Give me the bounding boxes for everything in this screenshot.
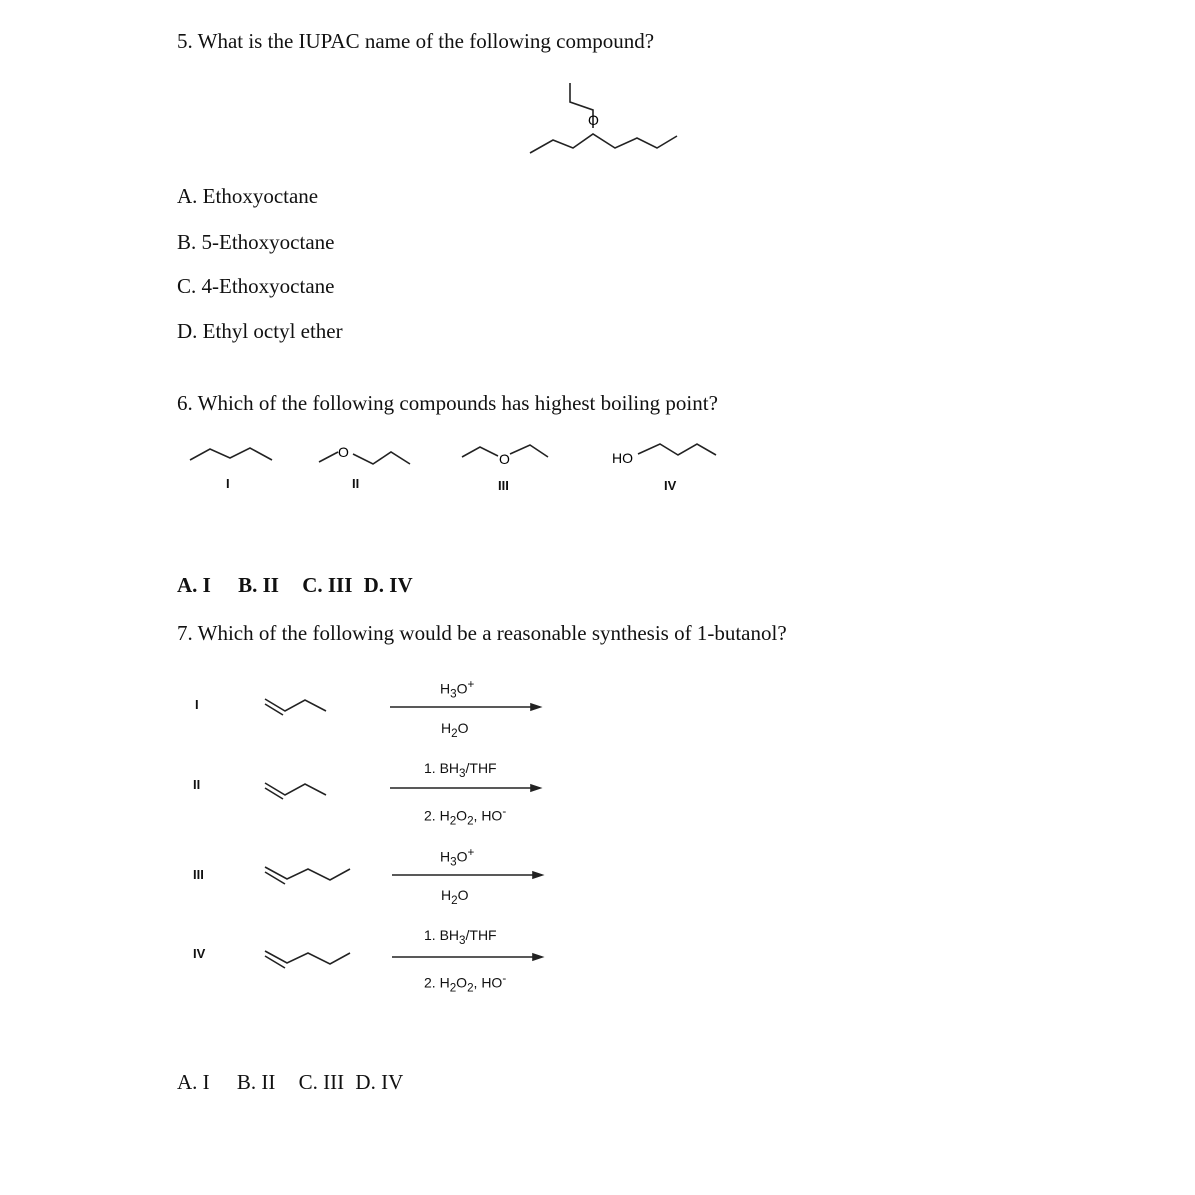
q6-question: 6. Which of the following compounds has highest boiling point? <box>177 391 718 415</box>
q7-answer-b[interactable]: B. II <box>236 1070 276 1094</box>
q6-compound-ii <box>316 440 411 468</box>
q6-answers <box>177 573 413 598</box>
q7-i-reagent-above: $H_3O^+$ <box>440 678 475 701</box>
q6-answer-d[interactable]: D. IV <box>363 573 413 597</box>
q7-iii-substrate <box>262 862 357 888</box>
q7-answers <box>177 1070 403 1095</box>
q7-i-reagent-below: $H_2O$ <box>441 720 469 740</box>
q5-structure <box>525 78 685 160</box>
q7-iii-arrow <box>390 869 545 881</box>
q7-label-iv: IV <box>193 946 206 961</box>
q6-compound-iv <box>612 440 722 468</box>
q6-label-iv: IV <box>664 478 677 493</box>
q7-ii-substrate <box>262 778 332 802</box>
q5-oxygen-label: O <box>588 112 599 128</box>
q7-iv-arrow <box>390 951 545 963</box>
q7-ii-reagent-above: 1. $BH_3$/THF <box>424 760 497 780</box>
q7-answer-c[interactable]: C. III <box>298 1070 345 1094</box>
q5-option-d[interactable]: D. Ethyl octyl ether <box>177 319 343 343</box>
q5-option-a[interactable]: A. Ethoxyoctane <box>177 184 319 208</box>
q6-answer-a[interactable]: A. I <box>177 573 211 597</box>
q6-label-iii: III <box>498 478 509 493</box>
q6-answer-b[interactable]: B. II <box>238 573 279 597</box>
q6-label-i: I <box>226 476 230 491</box>
q6-compound-iii <box>460 440 552 470</box>
q6-answer-c[interactable]: C. III <box>302 573 353 597</box>
q6-label-ii: II <box>352 476 360 491</box>
q7-iv-substrate <box>262 946 357 972</box>
q7-label-iii: III <box>193 867 204 882</box>
q7-answer-d[interactable]: D. IV <box>355 1070 404 1094</box>
q5-option-c[interactable]: C. 4-Ethoxyoctane <box>177 274 335 298</box>
q7-ii-arrow <box>388 782 543 794</box>
q6-compound-i <box>188 443 278 468</box>
q7-iii-reagent-above: $H_3O^+$ <box>440 846 475 869</box>
q7-label-ii: II <box>193 777 201 792</box>
q6-iv-hydroxyl: HO <box>612 450 633 466</box>
q7-i-arrow <box>388 701 543 713</box>
q6-iii-oxygen: O <box>499 451 510 467</box>
q7-iii-reagent-below: $H_2O$ <box>441 887 469 907</box>
q7-i-substrate <box>262 694 332 718</box>
q7-answer-a[interactable]: A. I <box>177 1070 210 1094</box>
q5-option-b[interactable]: B. 5-Ethoxyoctane <box>177 230 335 254</box>
q6-ii-oxygen: O <box>338 444 349 460</box>
q7-iv-reagent-below: 2. $H_2O_2$, HO- <box>424 972 507 995</box>
q7-ii-reagent-below: 2. $H_2O_2$, HO- <box>424 805 507 828</box>
q7-label-i: I <box>195 697 199 712</box>
q7-iv-reagent-above: 1. $BH_3$/THF <box>424 927 497 947</box>
q5-question: 5. What is the IUPAC name of the following compound? <box>177 29 655 53</box>
q7-question: 7. Which of the following would be a reasonable synthesis of 1-butanol? <box>177 621 787 645</box>
